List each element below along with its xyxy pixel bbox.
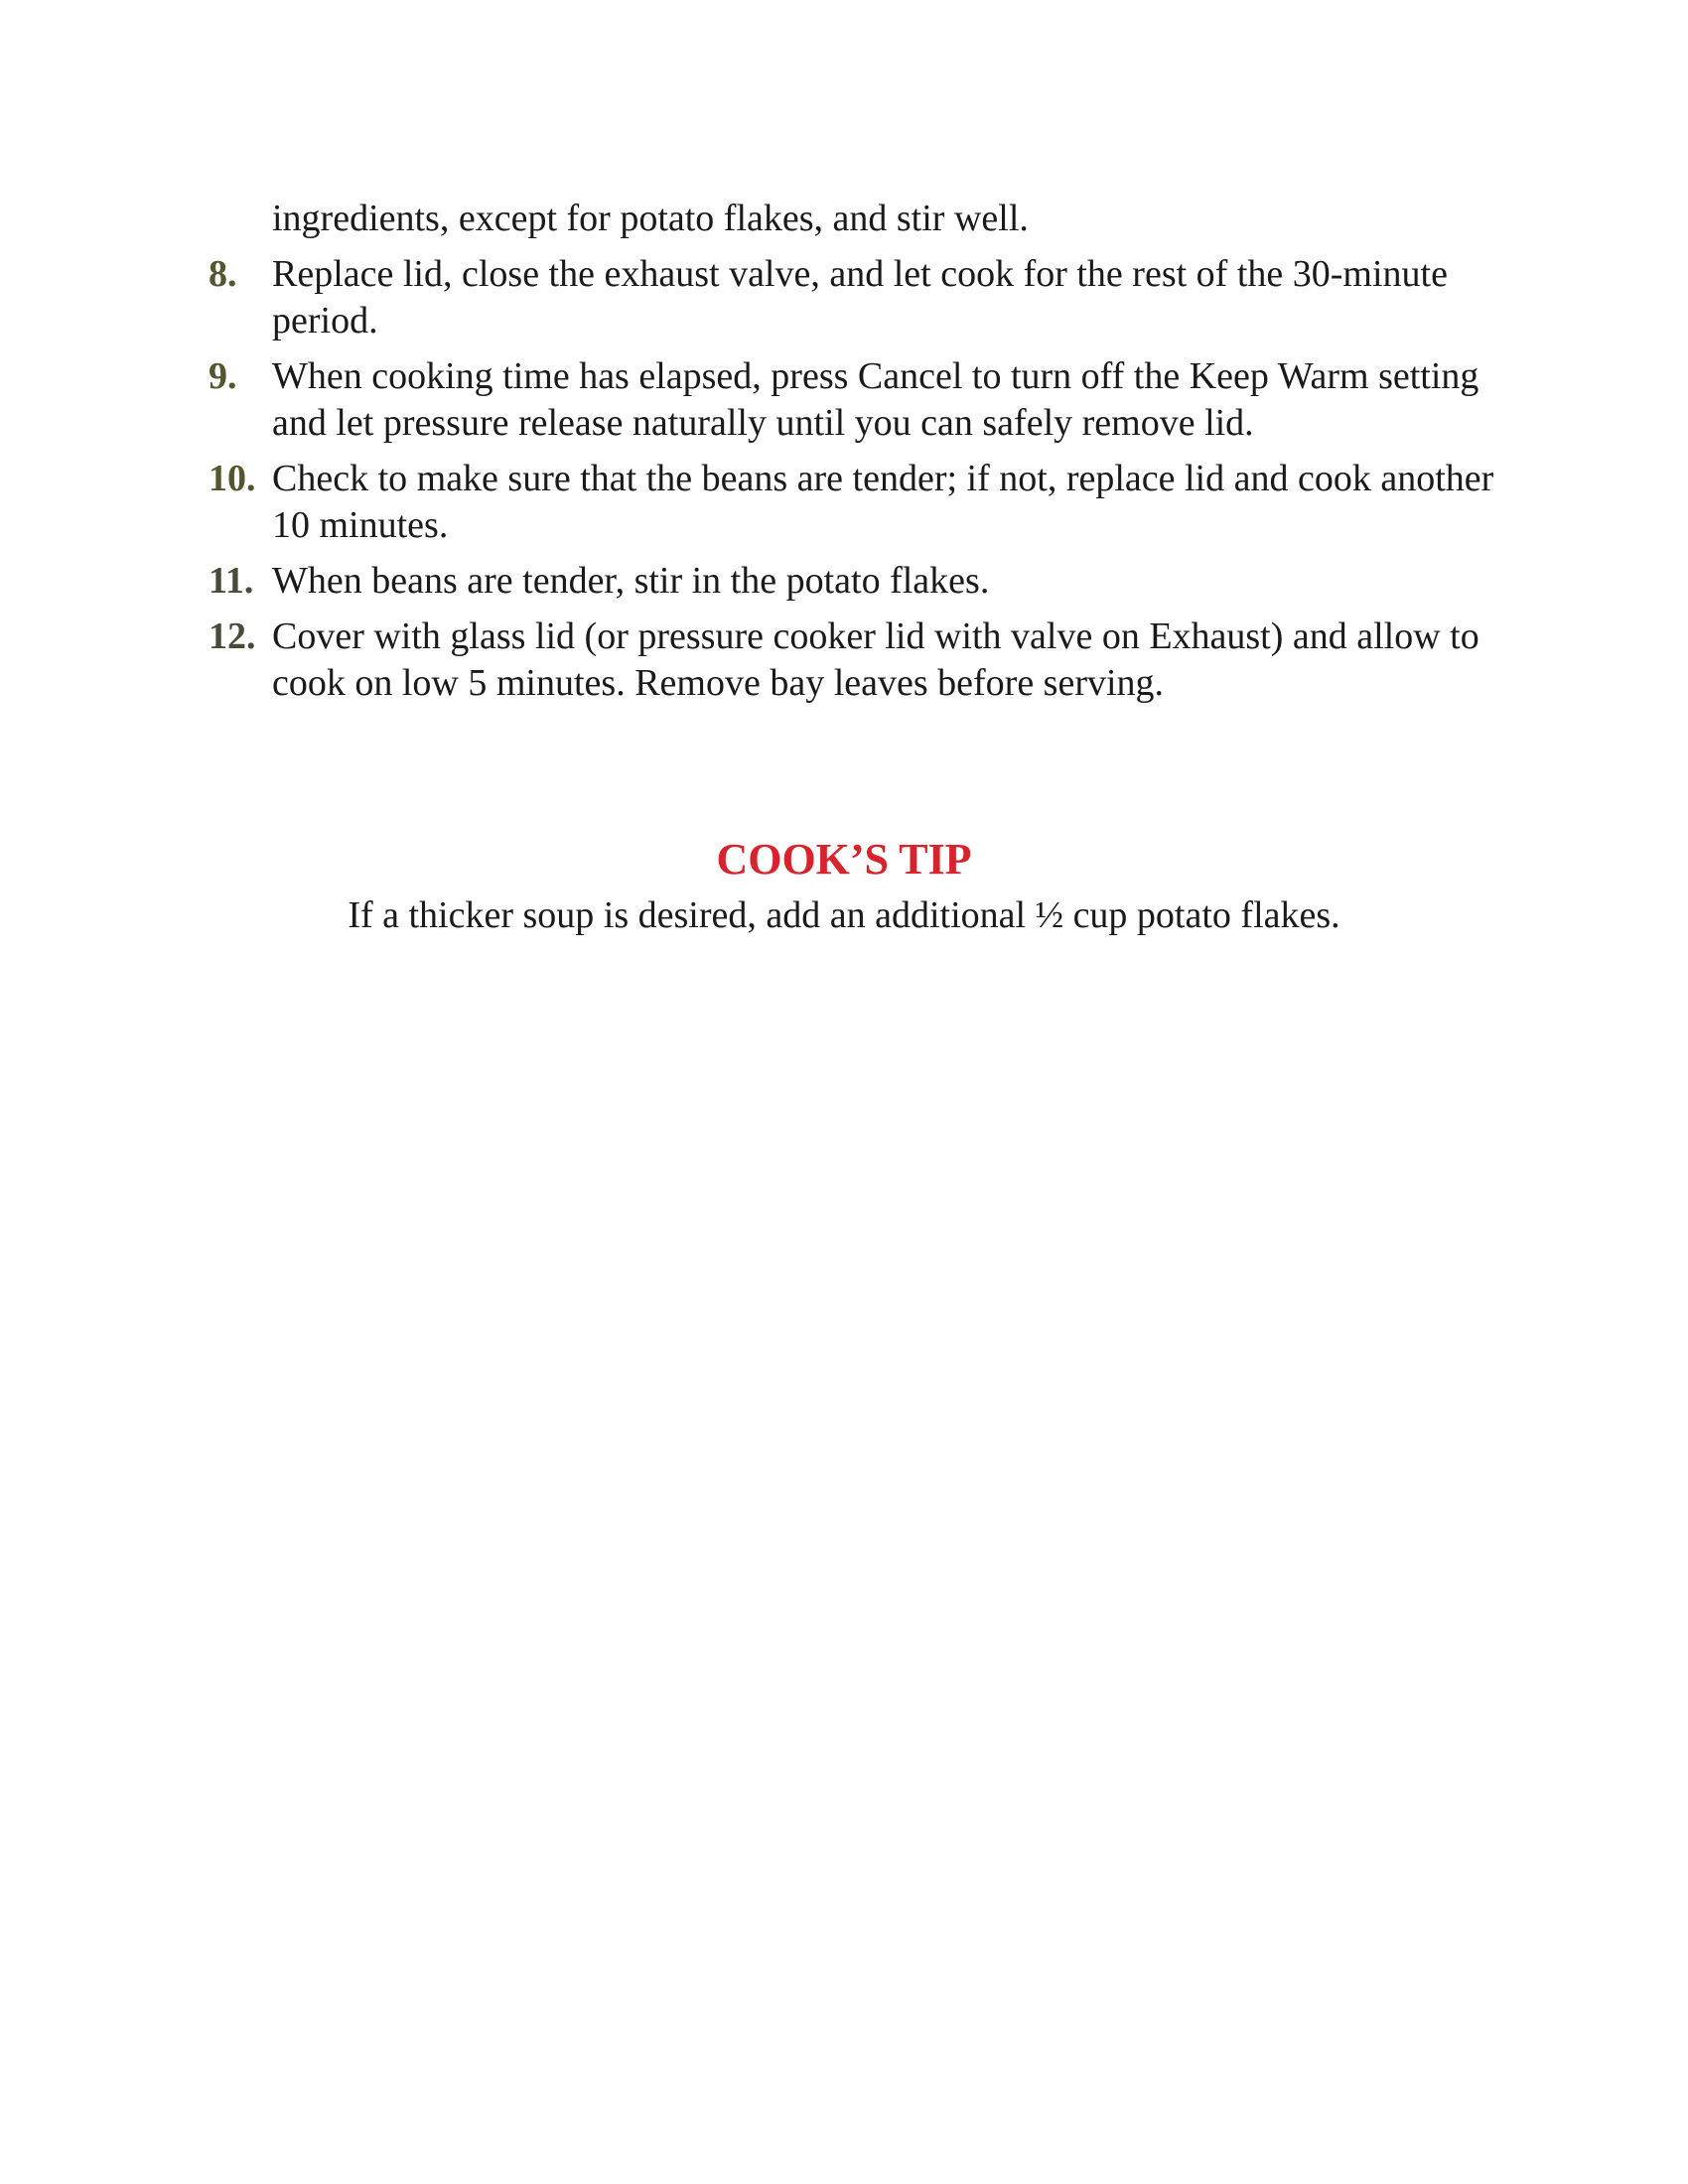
cooks-tip-title: COOK’S TIP <box>716 835 972 884</box>
step-8 <box>209 251 1499 344</box>
cooks-tip-section <box>0 832 1688 940</box>
step-text: When beans are tender, stir in the potato flakes. <box>272 560 990 602</box>
step-number: 10. <box>209 458 256 499</box>
step-11 <box>209 558 1499 605</box>
step-continuation <box>209 196 1499 242</box>
step-number: 9. <box>209 355 237 397</box>
step-text: Check to make sure that the beans are tender; if not, replace lid and cook another 10 minutes. <box>272 458 1494 546</box>
step-text: Cover with glass lid (or pressure cooker lid with valve on Exhaust) and allow to cook on low 5 minutes. Remove bay leaves before serving. <box>272 615 1479 704</box>
step-number: 12. <box>209 615 256 657</box>
step-12 <box>209 614 1499 707</box>
step-9 <box>209 353 1499 447</box>
step-10 <box>209 456 1499 549</box>
step-number: 11. <box>209 560 254 602</box>
step-number: 8. <box>209 253 237 295</box>
step-text: Replace lid, close the exhaust valve, and let cook for the rest of the 30-minute period. <box>272 253 1448 341</box>
step-text: ingredients, except for potato flakes, and stir well. <box>272 198 1029 239</box>
instruction-steps <box>209 196 1499 716</box>
step-text: When cooking time has elapsed, press Cancel to turn off the Keep Warm setting and let pressure release naturally until you can safely remove lid. <box>272 355 1479 444</box>
cooks-tip-text: If a thicker soup is desired, add an additional ½ cup potato flakes. <box>348 894 1340 936</box>
